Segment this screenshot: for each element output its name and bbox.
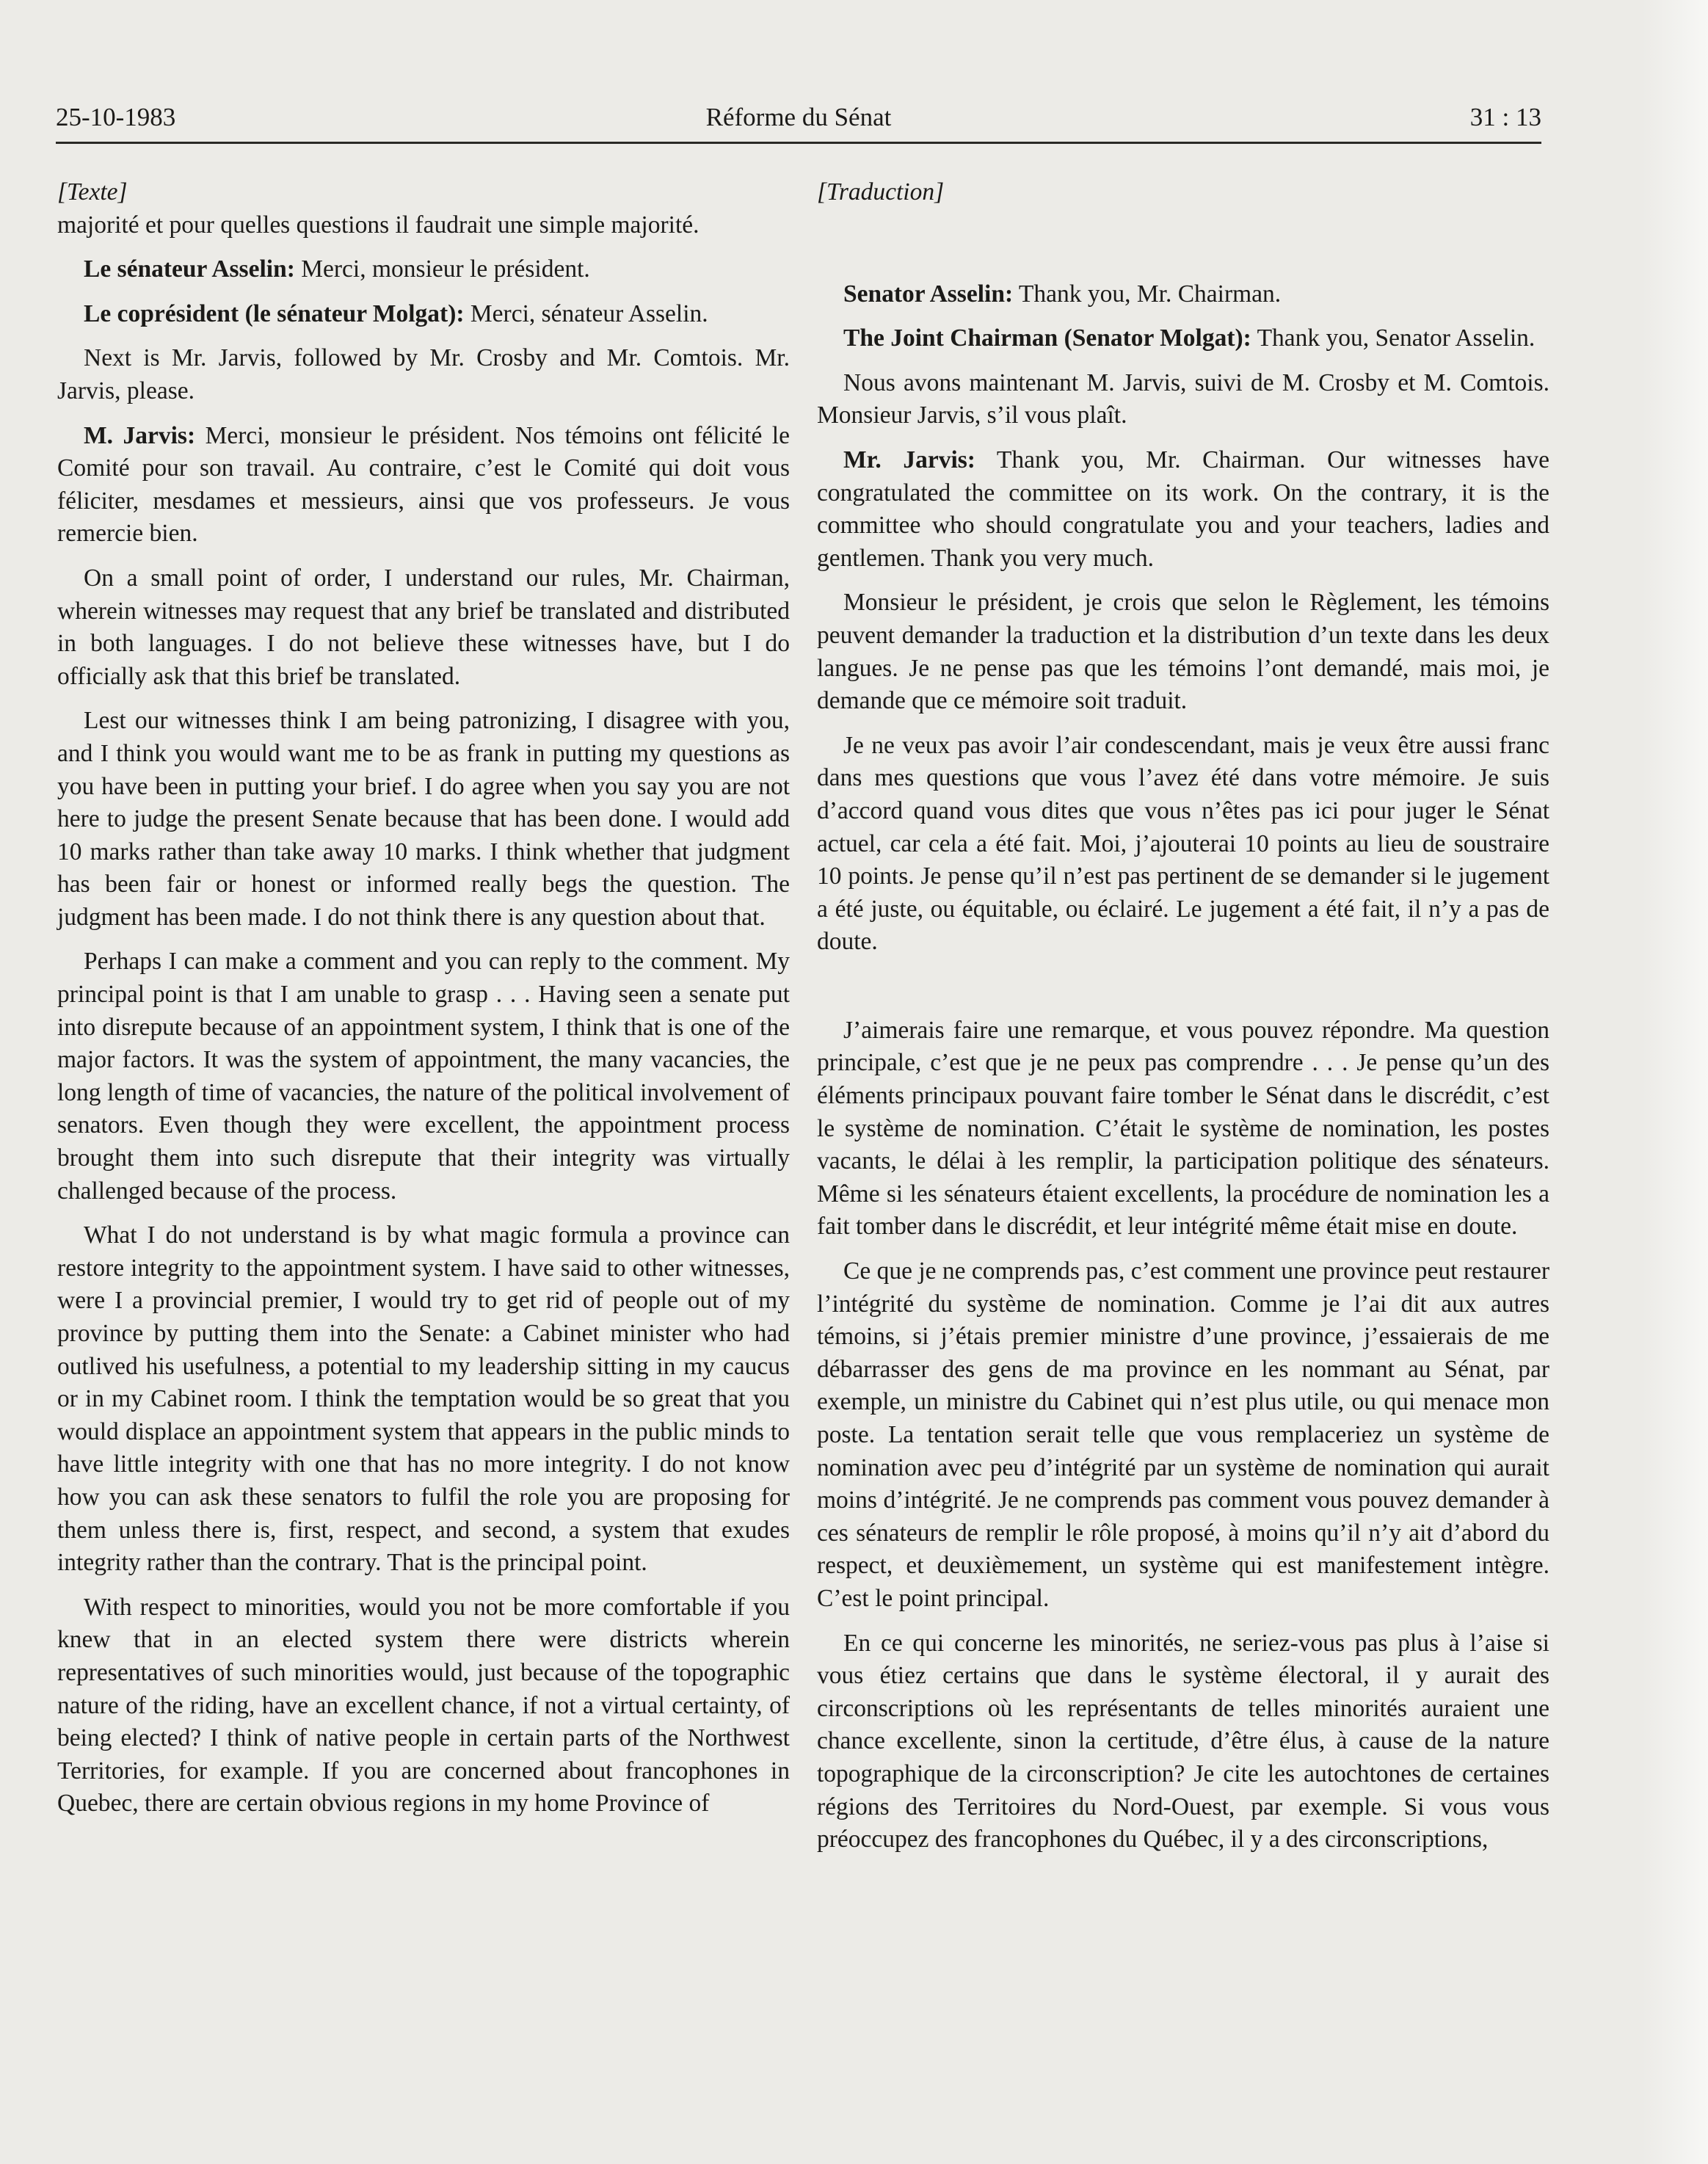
paragraph-text: On a small point of order, I understand our rules, Mr. Chairman, wherein witnesses may request that any brief be translated and distributed in both languages. I do not believe these witnesses have, but I do officially ask that this brief be translated. bbox=[57, 564, 790, 690]
paragraph bbox=[57, 562, 790, 693]
paragraph-text: En ce qui concerne les minorités, ne seriez-vous pas plus à l’aise si vous étiez certains que dans le système électoral, il y aurait des circonscriptions où les représentants de telles minorités auraient une chance excellente, sinon la certitude, d’être élus, à cause de la nature topographique de la circonscription? Je cite les autochtones de certaines régions des Territoires du Nord-Ouest, par exemple. Si vous vous préoccupez des francophones du Québec, il y a des circonscriptions, bbox=[817, 1629, 1549, 1853]
paragraph bbox=[817, 587, 1549, 717]
paragraph bbox=[57, 1591, 790, 1820]
paragraph-text: Thank you, Senator Asselin. bbox=[1251, 324, 1536, 352]
right-column-label: [Traduction] bbox=[817, 178, 945, 206]
header-date: 25-10-1983 bbox=[56, 103, 176, 131]
page-header bbox=[56, 103, 1541, 147]
paragraph-text: Je ne veux pas avoir l’air condescendant, mais je veux être aussi franc dans mes questions que vous l’avez été dans votre mémoire. Je suis d’accord quand vous dites que vous n’êtes pas ici pour juger le Sénat actuel, car cela a été fait. Moi, j’ajouterai 10 points au lieu de soustraire 10 points. Je pense qu’il n’est pas pertinent de se demander si le jugement a été juste, ou équitable, ou éclairé. Le jugement a été fait, il n’y a pas de doute. bbox=[817, 731, 1549, 956]
paragraph bbox=[57, 420, 790, 551]
paragraph-text: J’aimerais faire une remarque, et vous pouvez répondre. Ma question principale, c’est que je ne peux pas comprendre . . . Je pense qu’un des éléments principaux pouvant faire tomber le Sénat dans le discrédit, c’est le système de nomination. C’était le système de nomination, les postes vacants, le délai à les remplir, la participation politique des sénateurs. Même si les sénateurs étaient excellents, la procédure de nomination les a fait tomber dans le discrédit, et leur intégrité même était mise en doute. bbox=[817, 1016, 1549, 1241]
paragraph bbox=[817, 1255, 1549, 1616]
paragraph bbox=[57, 253, 790, 286]
paragraph bbox=[57, 209, 790, 242]
paragraph-text: Thank you, Mr. Chairman. Our witnesses have congratulated the committee on its work. On the contrary, it is the committee who should congratulate you and your teachers, ladies and gentlemen. Thank you very much. bbox=[817, 446, 1549, 572]
paragraph bbox=[817, 1014, 1549, 1243]
paragraph-text: Thank you, Mr. Chairman. bbox=[1013, 280, 1282, 308]
paragraph bbox=[817, 278, 1549, 311]
header-page-number: 31 : 13 bbox=[1469, 103, 1541, 131]
paragraph-text: Merci, monsieur le président. bbox=[294, 255, 590, 283]
right-column-translation bbox=[817, 176, 1549, 1868]
header-rule bbox=[56, 142, 1541, 144]
spacer bbox=[817, 970, 1549, 1014]
header-title: Réforme du Sénat bbox=[705, 103, 892, 131]
speaker-name: Le coprésident (le sénateur Molgat): bbox=[84, 299, 465, 327]
paragraph-text: With respect to minorities, would you not be more comfortable if you knew that in an elected system there were districts wherein representatives of such minorities would, just because of the topographic nature of the riding, have an excellent chance, if not a virtual certainty, of being elected? I think of native people in certain parts of the Northwest Territories, for example. If you are concerned about francophones in Quebec, there are certain obvious regions in my home Province of bbox=[57, 1593, 790, 1818]
page-edge-shadow bbox=[1642, 0, 1708, 2164]
paragraph bbox=[817, 367, 1549, 432]
paragraph bbox=[817, 322, 1549, 355]
paragraph-text: Merci, monsieur le président. Nos témoins ont félicité le Comité pour son travail. Au contraire, c’est le Comité qui doit vous féliciter, mesdames et messieurs, ainsi que vos professeurs. Je vous remercie bien. bbox=[57, 421, 790, 548]
paragraph-text: Merci, sénateur Asselin. bbox=[464, 299, 708, 327]
paragraph-text: What I do not understand is by what magic formula a province can restore integrity to the appointment system. I have said to other witnesses, were I a provincial premier, I would try to get rid of people out of my province by putting them into the Senate: a Cabinet minister who had outlived his usefulness, a potential to my leadership sitting in my caucus or in my Cabinet room. I think the temptation would be so great that you would displace an appointment system that appears in the public minds to have little integrity with one that has no more integrity. I do not know how you can ask these senators to fulfil the role you are proposing for them unless there is, first, respect, and second, a system that exudes integrity rather than the contrary. That is the principal point. bbox=[57, 1221, 790, 1577]
paragraph bbox=[817, 730, 1549, 959]
left-column-label: [Texte] bbox=[57, 178, 128, 206]
paragraph-text: Lest our witnesses think I am being patronizing, I disagree with you, and I think you would want me to be as frank in putting my questions as you have been in putting your brief. I do agree when you say you are not here to judge the present Senate because that has been done. I would add 10 marks rather than take away 10 marks. I think whether that judgment has been fair or honest or informed really begs the question. The judgment has been made. I do not think there is any question about that. bbox=[57, 707, 790, 931]
paragraph bbox=[57, 298, 790, 331]
paragraph-text: Monsieur le président, je crois que selon le Règlement, les témoins peuvent demander la traduction et la distribution d’un texte dans les deux langues. Je ne pense pas que les témoins l’ont demandé, mais moi, je demande que ce mémoire soit traduit. bbox=[817, 589, 1549, 715]
speaker-name: The Joint Chairman (Senator Molgat): bbox=[843, 324, 1251, 352]
speaker-name: Mr. Jarvis: bbox=[843, 446, 975, 473]
paragraph bbox=[57, 945, 790, 1208]
left-column-original-text bbox=[57, 176, 790, 1832]
paragraph bbox=[57, 705, 790, 934]
paragraph bbox=[57, 1219, 790, 1580]
paragraph-text: Perhaps I can make a comment and you can reply to the comment. My principal point is that I am unable to grasp . . . Having seen a senate put into disrepute because of an appointment system, I think that is one of the major factors. It was the system of appointment, the many vacancies, the long length of time of vacancies, the nature of the political involvement of senators. Even though they were excellent, the appointment process brought them into such disrepute that their integrity was virtually challenged because of the process. bbox=[57, 948, 790, 1205]
paragraph-text: Nous avons maintenant M. Jarvis, suivi de M. Crosby et M. Comtois. Monsieur Jarvis, s’il vous plaît. bbox=[817, 368, 1549, 429]
speaker-name: M. Jarvis: bbox=[84, 421, 196, 449]
paragraph bbox=[817, 444, 1549, 575]
spacer bbox=[817, 209, 1549, 278]
paragraph-text: Next is Mr. Jarvis, followed by Mr. Crosby and Mr. Comtois. Mr. Jarvis, please. bbox=[57, 344, 790, 404]
speaker-name: Le sénateur Asselin: bbox=[84, 255, 295, 283]
paragraph-text: majorité et pour quelles questions il faudrait une simple majorité. bbox=[57, 211, 699, 239]
left-column-label-text: Texte bbox=[67, 178, 118, 206]
paragraph bbox=[817, 1627, 1549, 1856]
speaker-name: Senator Asselin: bbox=[843, 280, 1014, 308]
paragraph-text: Ce que je ne comprends pas, c’est comment une province peut restaurer l’intégrité du système de nomination. Comme je l’ai dit aux autres témoins, si j’étais premier ministre d’une province, j’essaierais de me débarrasser des gens de ma province en les nommant au Sénat, par exemple, un ministre du Cabinet qui n’est plus utile, ou qui menace mon poste. La tentation serait telle que vous remplaceriez un système de nomination avec peu d’intégrité par un système de nomination qui aurait moins d’intégrité. Je ne comprends pas comment vous pouvez demander à ces sénateurs de remplir le rôle proposé, à moins qu’il n’y ait d’abord du respect, et deuxièmement, un système qui est manifestement intègre. C’est le point principal. bbox=[817, 1257, 1549, 1612]
paragraph bbox=[57, 342, 790, 407]
right-column-label-text: Traduction bbox=[826, 178, 935, 206]
